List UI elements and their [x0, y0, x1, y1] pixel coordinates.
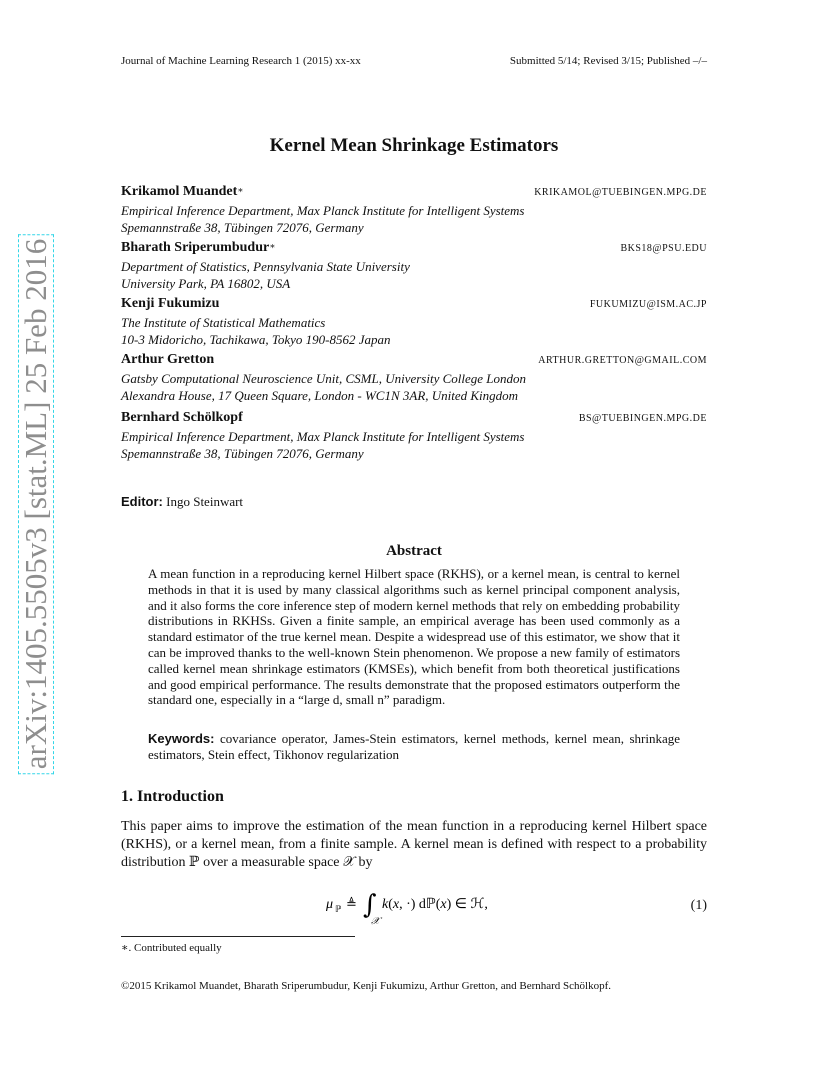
svg-text:μ: μ [326, 897, 334, 912]
svg-text:≜: ≜ [346, 897, 357, 912]
keywords-label: Keywords: [148, 731, 215, 746]
editor-label: Editor: [121, 494, 163, 509]
author-name: Krikamol Muandet [121, 184, 238, 199]
author-affiliation: Gatsby Computational Neuroscience Unit, CSML, University College London [121, 371, 527, 386]
abstract-heading: Abstract [386, 543, 442, 559]
footnote-divider [121, 936, 355, 937]
footnote: ∗. Contributed equally [121, 942, 222, 954]
author-block [121, 350, 707, 404]
author-email[interactable]: FUKUMIZU@ISM.AC.JP [589, 299, 707, 310]
editor-line [121, 494, 243, 510]
keywords-list: covariance operator, James-Stein estimators, kernel methods, kernel mean, shrinkage estimators, Stein effect, Tikhonov regularization [148, 731, 680, 762]
author-name: Arthur Gretton [121, 352, 215, 367]
author-address: Spemannstraße 38, Tübingen 72076, Germany [121, 220, 364, 235]
kernel-mean-equation [326, 889, 516, 929]
author-address: University Park, PA 16802, USA [121, 276, 291, 291]
equation-number: (1) [690, 898, 707, 913]
author-address: Spemannstraße 38, Tübingen 72076, Germany [121, 446, 364, 461]
author-affiliation: The Institute of Statistical Mathematics [121, 315, 326, 330]
svg-text:𝒳: 𝒳 [371, 916, 380, 927]
author-email[interactable]: BS@TUEBINGEN.MPG.DE [578, 413, 707, 424]
journal-header: Journal of Machine Learning Research 1 (2015) xx-xx [121, 55, 361, 67]
author-footnote-mark: ∗ [269, 241, 276, 251]
paper-title: Kernel Mean Shrinkage Estimators [269, 135, 559, 156]
abstract-text: A mean function in a reproducing kernel Hilbert space (RKHS), or a kernel mean, is central to kernel methods in that it is used by many classical algorithms such as kernel principal component analysis, and it also forms the core inference step of modern kernel methods that rely on embedding probability distributions in RKHSs. Given a finite sample, an empirical average has been used commonly as a standard estimator of the true kernel mean. Despite a widespread use of this estimator, we show that it can be improved thanks to the well-known Stein phenomenon. We propose a new family of estimators called kernel mean shrinkage estimators (KMSEs), which benefit from both theoretical justifications and good empirical performance. The results demonstrate that the proposed estimators outperform the standard one, especially in a “large d, small n” paradigm. [148, 566, 680, 708]
svg-text:∫: ∫ [363, 890, 377, 920]
copyright-notice: ©2015 Krikamol Muandet, Bharath Sriperumbudur, Kenji Fukumizu, Arthur Gretton, and Bernhard Schölkopf. [121, 980, 611, 992]
arxiv-identifier[interactable]: arXiv:1405.5505v3 [stat.ML] 25 Feb 2016 [18, 234, 54, 774]
author-block [121, 182, 707, 236]
author-affiliation: Department of Statistics, Pennsylvania State University [121, 259, 410, 274]
editor-name: Ingo Steinwart [166, 494, 244, 509]
author-email[interactable]: KRIKAMOL@TUEBINGEN.MPG.DE [534, 187, 707, 198]
author-address: 10-3 Midoricho, Tachikawa, Tokyo 190-8562 Japan [121, 332, 391, 347]
author-block [121, 294, 707, 348]
author-affiliation: Empirical Inference Department, Max Planck Institute for Intelligent Systems [121, 429, 525, 444]
author-name: Kenji Fukumizu [121, 296, 220, 311]
svg-text:ℙ: ℙ [335, 904, 342, 914]
author-block [121, 238, 707, 292]
intro-paragraph: This paper aims to improve the estimation of the mean function in a reproducing kernel Hilbert space (RKHS), or a kernel mean, from a finite sample. A kernel mean is defined with respect to a probability distribution ℙ over a measurable space 𝒳 by [121, 819, 707, 870]
keywords [148, 731, 680, 763]
equation [326, 889, 516, 929]
author-block [121, 408, 707, 462]
author-name: Bernhard Schölkopf [121, 410, 243, 425]
svg-text:k(x, ·) dℙ(x) ∈ ℋ,: k(x, ·) dℙ(x) ∈ ℋ, [382, 897, 488, 912]
author-email[interactable]: ARTHUR.GRETTON@GMAIL.COM [538, 355, 707, 366]
submission-info: Submitted 5/14; Revised 3/15; Published –/– [509, 55, 707, 67]
section-heading: 1. Introduction [121, 788, 224, 805]
author-address: Alexandra House, 17 Queen Square, London - WC1N 3AR, United Kingdom [121, 388, 519, 403]
author-footnote-mark: ∗ [237, 185, 244, 195]
author-email[interactable]: BKS18@PSU.EDU [620, 243, 707, 254]
author-name: Bharath Sriperumbudur [121, 240, 270, 255]
author-affiliation: Empirical Inference Department, Max Planck Institute for Intelligent Systems [121, 203, 525, 218]
